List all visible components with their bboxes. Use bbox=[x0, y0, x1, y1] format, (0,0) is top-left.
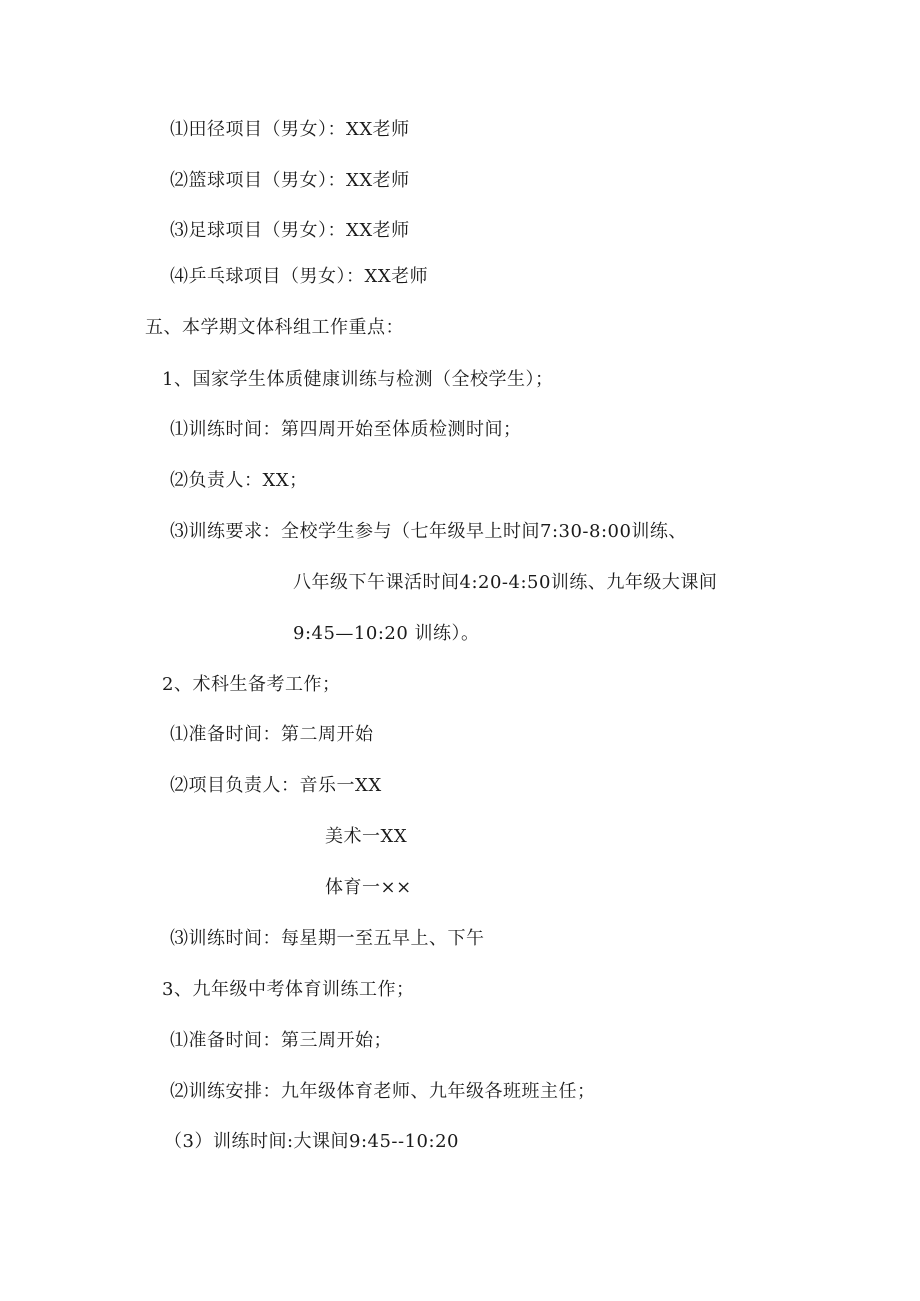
table-tennis-teacher-line: ⑷乒乓球项目（男女）：XX老师 bbox=[170, 266, 429, 287]
item-3-training-time: （3）训练时间:大课间9:45--10:20 bbox=[164, 1131, 459, 1152]
item-1-training-requirement-cont-2: 9:45—10:20 训练）。 bbox=[293, 623, 480, 644]
item-2-training-time: ⑶训练时间：每星期一至五早上、下午 bbox=[170, 928, 485, 949]
item-1-training-requirement: ⑶训练要求：全校学生参与（七年级早上时间7:30-8:00训练、 bbox=[170, 521, 687, 542]
item-2-preparation-time: ⑴准备时间：第二周开始 bbox=[170, 724, 374, 745]
item-heading-2: 2、术科生备考工作； bbox=[162, 674, 341, 695]
football-teacher-line: ⑶足球项目（男女）：XX老师 bbox=[170, 220, 410, 241]
item-1-training-requirement-cont-1: 八年级下午课活时间4:20-4:50训练、九年级大课间 bbox=[293, 572, 718, 593]
item-3-preparation-time: ⑴准备时间：第三周开始； bbox=[170, 1030, 392, 1051]
item-1-training-time: ⑴训练时间：第四周开始至体质检测时间； bbox=[170, 419, 522, 440]
item-2-project-lead-music: ⑵项目负责人：音乐一XX bbox=[170, 775, 382, 796]
item-2-project-lead-pe: 体育一×× bbox=[325, 877, 412, 898]
item-2-project-lead-art: 美术一XX bbox=[325, 826, 408, 847]
basketball-teacher-line: ⑵篮球项目（男女）：XX老师 bbox=[170, 170, 410, 191]
section-heading-five: 五、本学期文体科组工作重点： bbox=[145, 317, 404, 338]
item-3-training-arrangement: ⑵训练安排：九年级体育老师、九年级各班班主任； bbox=[170, 1081, 596, 1102]
track-field-teacher-line: ⑴田径项目（男女）：XX老师 bbox=[170, 119, 410, 140]
item-heading-3: 3、九年级中考体育训练工作； bbox=[162, 979, 415, 1000]
item-1-person-in-charge: ⑵负责人：XX； bbox=[170, 470, 308, 491]
item-heading-1: 1、国家学生体质健康训练与检测（全校学生）； bbox=[162, 369, 554, 390]
